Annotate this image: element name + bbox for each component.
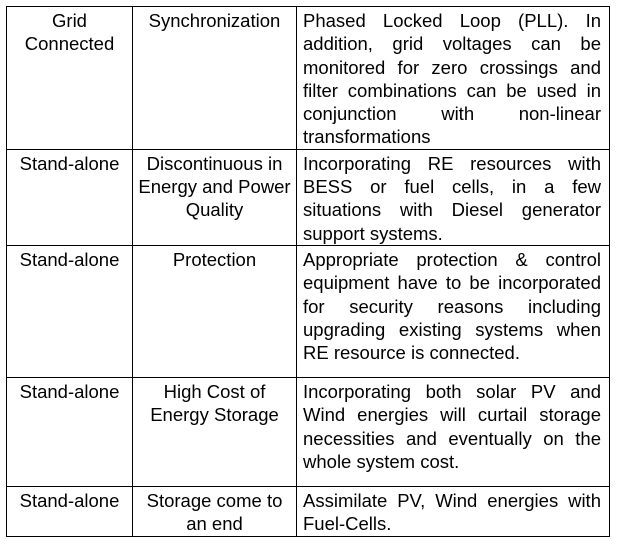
issues-table [6, 6, 610, 537]
solution-cell: Phased Locked Loop (PLL). In addition, grid voltages can be monitored for zero crossings and filter combinations can be used in conjunction with non-linear transformations [297, 7, 610, 150]
table-row [7, 245, 610, 377]
mode-cell: Stand-alone [7, 377, 133, 486]
table-row [7, 149, 610, 245]
issue-cell: Storage come to an end [133, 486, 297, 536]
table-row [7, 486, 610, 536]
mode-cell: Stand-alone [7, 245, 133, 377]
mode-cell: Stand-alone [7, 486, 133, 536]
solution-cell: Incorporating RE resources with BESS or fuel cells, in a few situations with Diesel generator support systems. [297, 149, 610, 245]
solution-cell: Assimilate PV, Wind energies with Fuel-Cells. [297, 486, 610, 536]
issue-cell: Discontinuous in Energy and Power Quality [133, 149, 297, 245]
issues-table-container [6, 6, 610, 537]
mode-cell: Grid Connected [7, 7, 133, 150]
solution-cell: Incorporating both solar PV and Wind energies will curtail storage necessities and eventually on the whole system cost. [297, 377, 610, 486]
issue-cell: Synchronization [133, 7, 297, 150]
issue-cell: High Cost of Energy Storage [133, 377, 297, 486]
table-row [7, 7, 610, 150]
table-row [7, 377, 610, 486]
issue-cell: Protection [133, 245, 297, 377]
mode-cell: Stand-alone [7, 149, 133, 245]
solution-cell: Appropriate protection & control equipment have to be incorporated for security reasons including upgrading existing systems when RE resource is connected. [297, 245, 610, 377]
